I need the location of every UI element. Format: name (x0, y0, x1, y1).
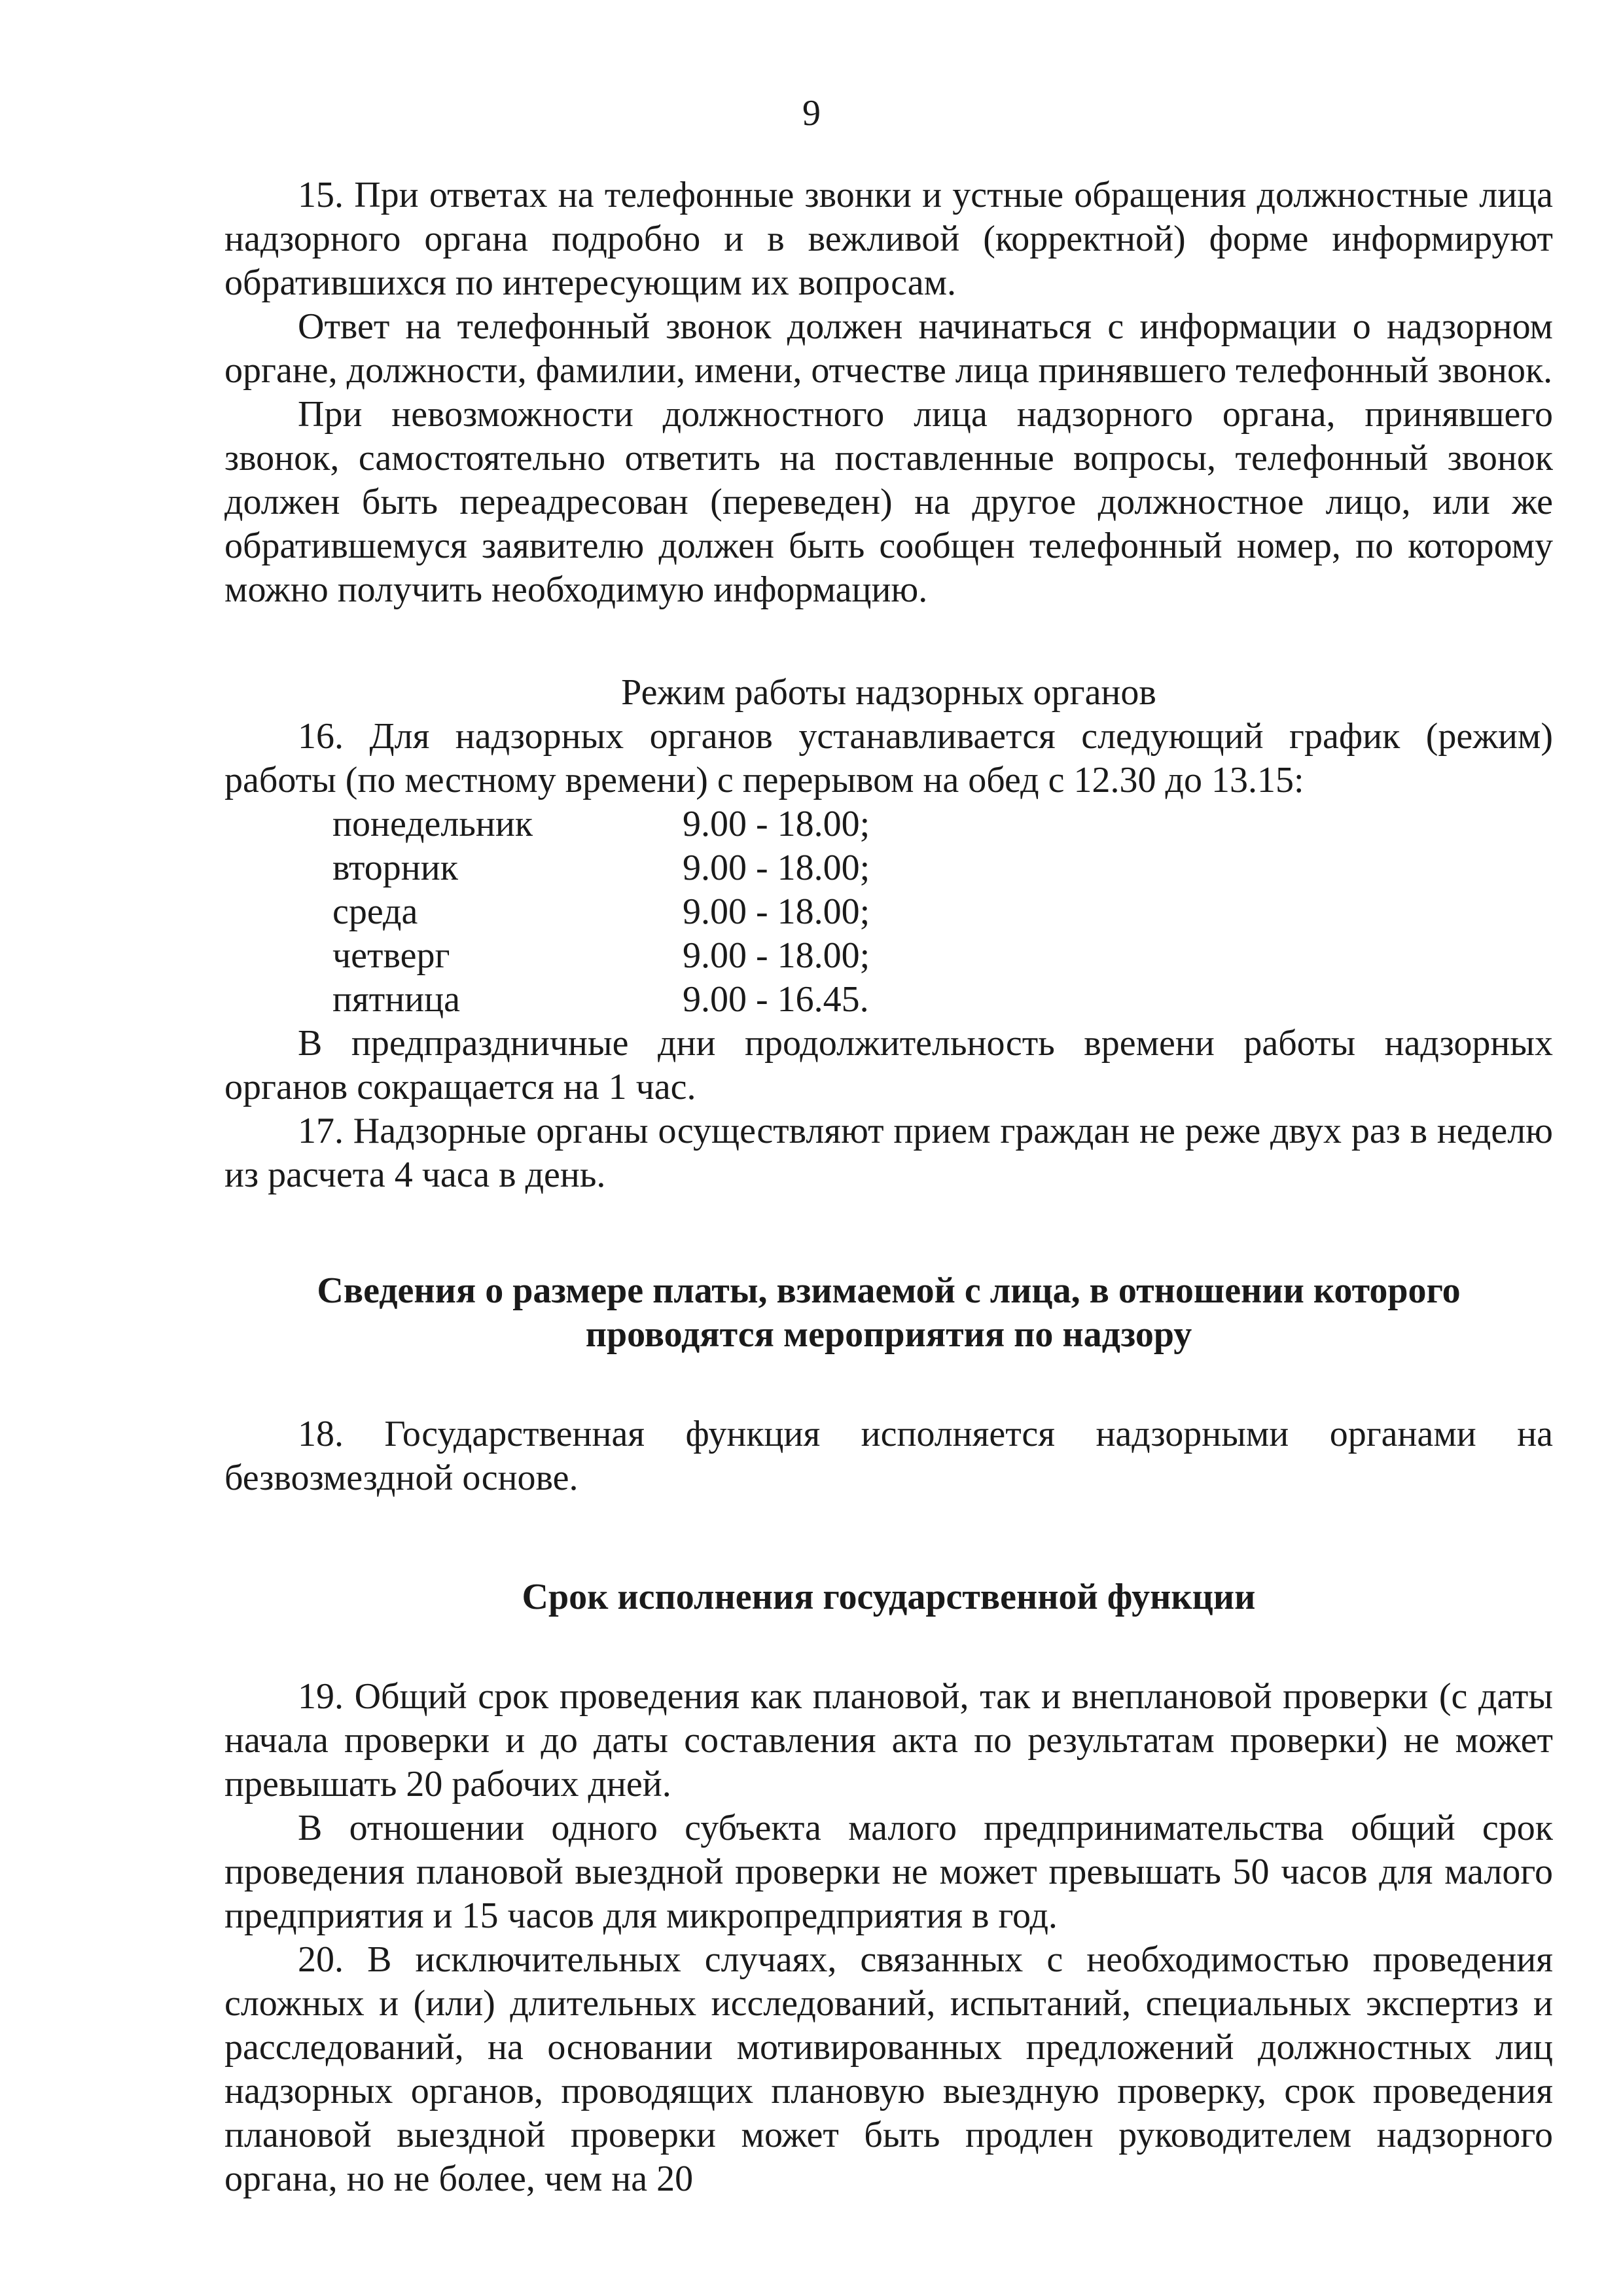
schedule-row (332, 846, 1553, 890)
schedule-row (332, 934, 1553, 978)
schedule-day: четверг (332, 935, 450, 976)
schedule-hours: 9.00 - 16.45. (683, 979, 869, 1020)
schedule-row (332, 978, 1553, 1022)
paragraph-17: 17. Надзорные органы осуществляют прием граждан не реже двух раз в неделю из расчета 4 часа в день. (224, 1111, 1553, 1195)
term-section-heading: Срок исполнения государственной функции (522, 1577, 1256, 1617)
document-body (224, 173, 1553, 2201)
work-schedule (332, 802, 1553, 1022)
fee-section-heading: Сведения о размере платы, взимаемой с лица, в отношении которого проводятся мероприятия по надзору (317, 1270, 1461, 1355)
schedule-hours: 9.00 - 18.00; (683, 848, 870, 888)
paragraph-15-answer: Ответ на телефонный звонок должен начинаться с информации о надзорном органе, должности, фамилии, имени, отчестве лица принявшего телефонный звонок. (224, 306, 1553, 391)
paragraph-19: 19. Общий срок проведения как плановой, так и внеплановой проверки (с даты начала проверки и до даты составления акта по результатам проверки) не может превышать 20 рабочих дней. (224, 1676, 1553, 1804)
page-number: 9 (802, 93, 821, 134)
paragraph-15: 15. При ответах на телефонные звонки и устные обращения должностные лица надзорного органа подробно и в вежливой (корректной) форме информируют обратившихся по интересующим их вопросам. (224, 175, 1553, 303)
schedule-row (332, 802, 1553, 846)
paragraph-15-redirect: При невозможности должностного лица надзорного органа, принявшего звонок, самостоятельно ответить на поставленные вопросы, телефонный звонок должен быть переадресован (переведен) на другое должностное лицо, или же обратившемуся заявителю должен быть сообщен телефонный номер, по которому можно получить необходимую информацию. (224, 394, 1553, 610)
schedule-row (332, 890, 1553, 934)
paragraph-20: 20. В исключительных случаях, связанных с необходимостью проведения сложных и (или) длительных исследований, испытаний, специальных экспертиз и расследований, на основании мотивированных предложений должностных лиц надзорных органов, проводящих плановую выездную проверку, срок проведения плановой выездной проверки может быть продлен руководителем надзорного органа, но не более, чем на 20 (224, 1939, 1553, 2199)
work-mode-heading: Режим работы надзорных органов (621, 672, 1156, 713)
paragraph-18: 18. Государственная функция исполняется надзорными органами на безвозмездной основе. (224, 1414, 1553, 1498)
schedule-hours: 9.00 - 18.00; (683, 891, 870, 932)
schedule-day: вторник (332, 848, 458, 888)
schedule-day: пятница (332, 979, 460, 1020)
schedule-day: понедельник (332, 804, 533, 844)
schedule-day: среда (332, 891, 418, 932)
paragraph-16: 16. Для надзорных органов устанавливается следующий график (режим) работы (по местному времени) с перерывом на обед с 12.30 до 13.15: (224, 716, 1553, 800)
schedule-hours: 9.00 - 18.00; (683, 804, 870, 844)
paragraph-19-small-business: В отношении одного субъекта малого предпринимательства общий срок проведения плановой выездной проверки не может превышать 50 часов для малого предприятия и 15 часов для микропредприятия в год. (224, 1808, 1553, 1936)
schedule-hours: 9.00 - 18.00; (683, 935, 870, 976)
pre-holiday-paragraph: В предпраздничные дни продолжительность времени работы надзорных органов сокращается на 1 час. (224, 1023, 1553, 1107)
